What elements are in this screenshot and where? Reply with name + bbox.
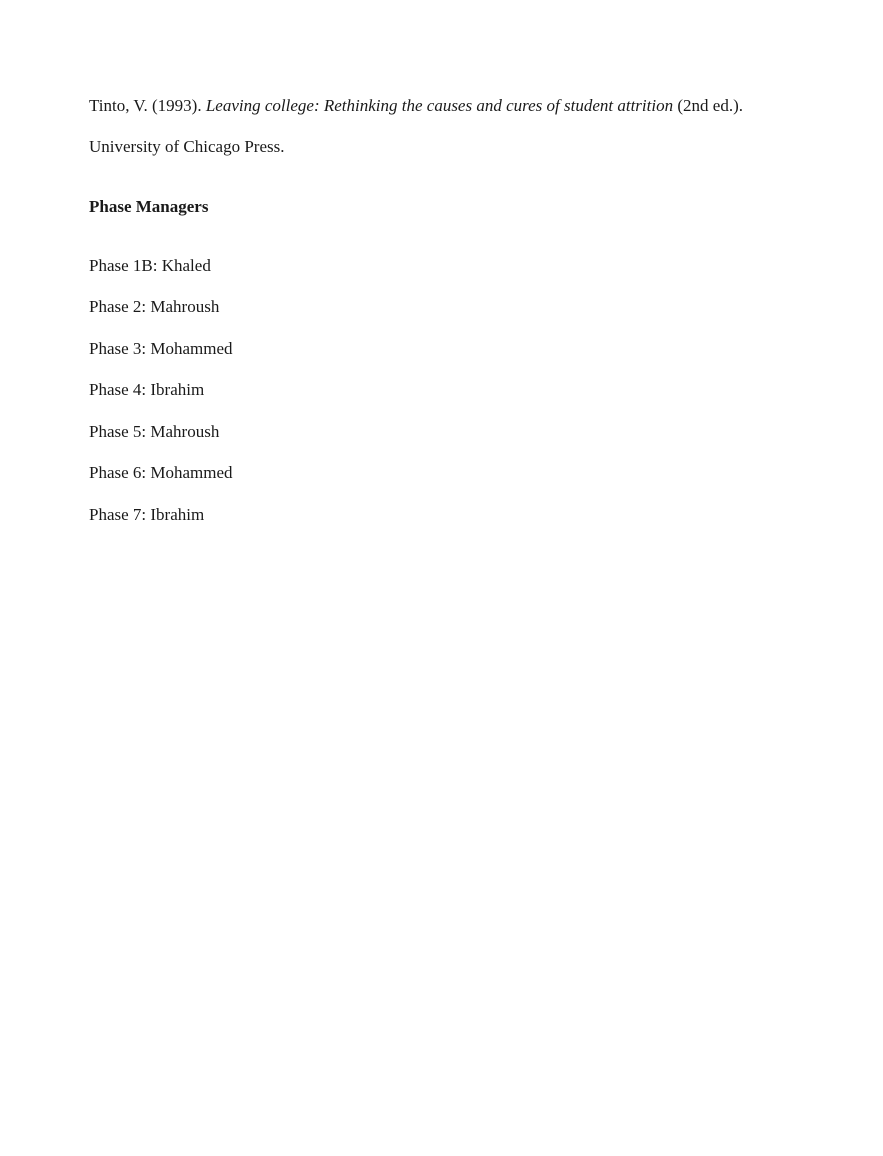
phase-manager-item: Phase 1B: Khaled: [89, 256, 211, 275]
phase-manager-item: Phase 5: Mahroush: [89, 422, 220, 441]
phase-manager-item: Phase 3: Mohammed: [89, 339, 233, 358]
phase-manager-item: Phase 7: Ibrahim: [89, 505, 205, 524]
phase-manager-item: Phase 6: Mohammed: [89, 463, 233, 482]
reference-title: Leaving college: Rethinking the causes and cures of student attrition: [205, 96, 674, 115]
reference-entry: [89, 96, 743, 116]
phase-manager-item: Phase 4: Ibrahim: [89, 380, 205, 399]
reference-edition: (2nd ed.).: [673, 96, 743, 115]
reference-author-year: Tinto, V. (1993).: [89, 96, 206, 115]
reference-publisher: University of Chicago Press.: [89, 137, 285, 156]
section-heading: Phase Managers: [89, 197, 209, 216]
phase-manager-item: Phase 2: Mahroush: [89, 297, 220, 316]
